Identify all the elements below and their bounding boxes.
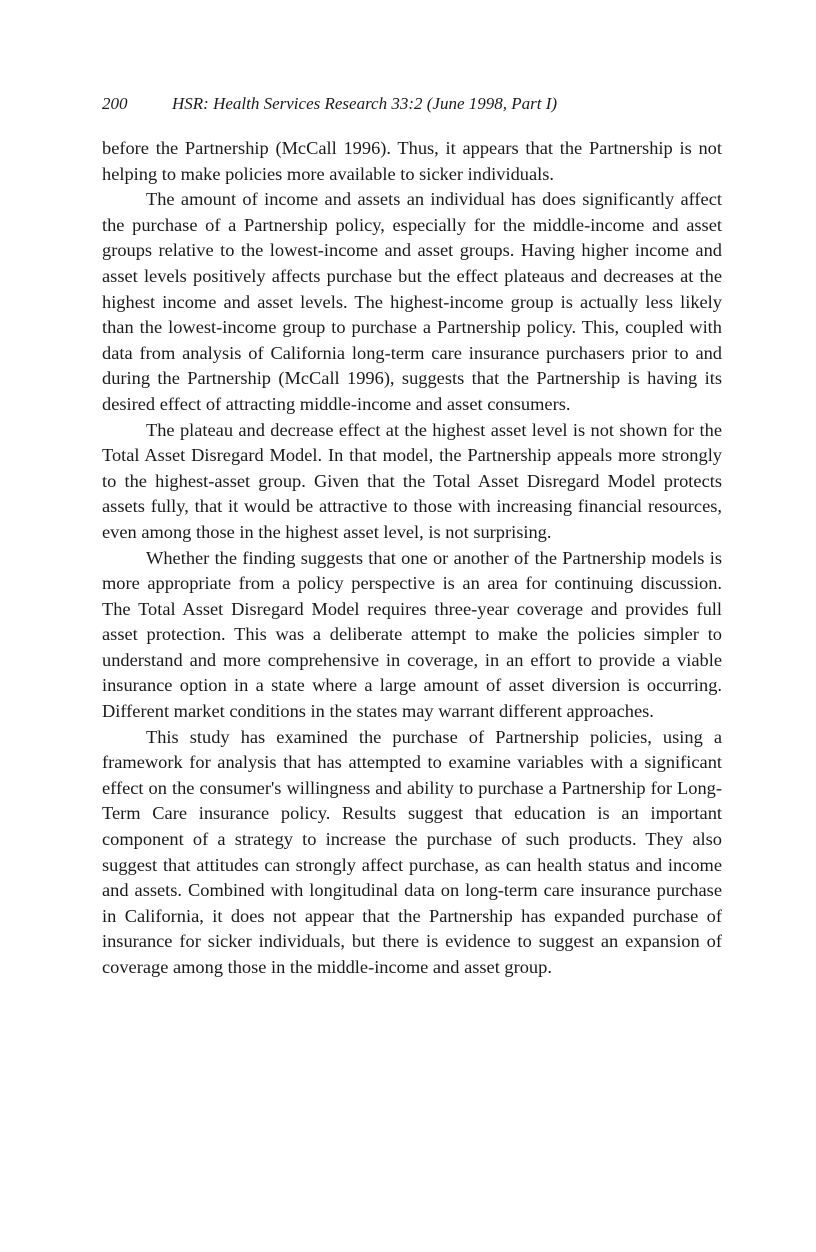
paragraph-study-summary: This study has examined the purchase of Partnership policies, using a framework for analysis that has attempted to examine variables with a significant effect on the consumer's willingness and ability to purchase a Partnership for Long-Term Care insurance policy. Results suggest that education is an important component of a strategy to increase the purchase of such products. They also suggest that attitudes can strongly affect purchase, as can health status and income and assets. Combined with longitudinal data on long-term care insurance purchase in California, it does not appear that the Partnership has expanded purchase of insurance for sicker individuals, but there is evidence to suggest an expansion of coverage among those in the middle-income and asset group. xyxy=(102,726,722,977)
journal-citation: HSR: Health Services Research 33:2 (June 1998, Part I) xyxy=(172,94,558,113)
paragraph-asset-disregard: The plateau and decrease effect at the highest asset level is not shown for the Total Asset Disregard Model. In that model, the Partnership appeals more strongly to the highest-asset group. Given that the Total Asset Disregard Model protects assets fully, that it would be attractive to those with increasing financial resources, even among those in the highest asset level, is not surprising. xyxy=(102,419,722,542)
journal-page xyxy=(102,92,722,981)
running-head xyxy=(102,92,722,116)
body-text xyxy=(102,136,722,981)
page-number: 200 xyxy=(102,94,128,113)
paragraph-income-assets: The amount of income and assets an individual has does significantly affect the purchase of a Partnership policy, especially for the middle-income and asset groups relative to the lowest-income and asset groups. Having higher income and asset levels positively affects purchase but the effect plateaus and decreases at the highest income and asset levels. The highest-income group is actually less likely than the lowest-income group to purchase a Partnership policy. This, coupled with data from analysis of California long-term care insurance purchasers prior to and during the Partnership (McCall 1996), suggests that the Partnership is having its desired effect of attracting middle-income and asset consumers. xyxy=(102,189,722,414)
paragraph-policy-perspective: Whether the finding suggests that one or another of the Partnership models is more appropriate from a policy perspective is an area for continuing discussion. The Total Asset Disregard Model requires three-year coverage and provides full asset protection. This was a deliberate attempt to make the policies simpler to understand and more comprehensive in coverage, in an effort to provide a viable insurance option in a state where a large amount of asset diversion is occurring. Different market conditions in the states may warrant different approaches. xyxy=(102,547,722,722)
paragraph-continued: before the Partnership (McCall 1996). Thus, it appears that the Partnership is not helping to make policies more available to sicker individuals. xyxy=(102,138,722,184)
